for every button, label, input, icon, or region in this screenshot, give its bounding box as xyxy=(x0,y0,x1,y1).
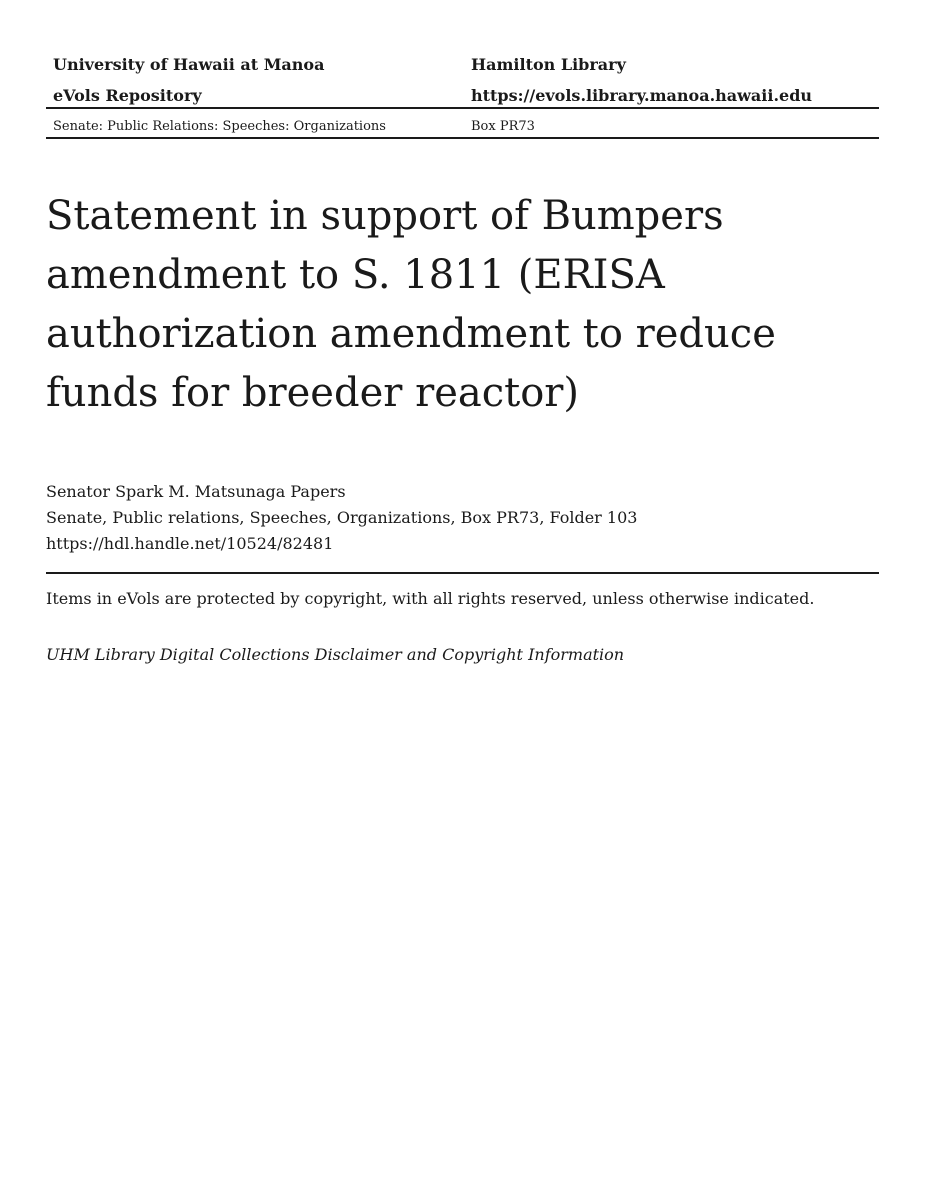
document-metadata xyxy=(46,479,879,557)
cover-page xyxy=(46,0,879,1200)
document-title: Statement in support of Bumpers amendment to S. 1811 (ERISA authorization amendment to reduce funds for breeder reactor) xyxy=(46,193,776,416)
disclaimer-link[interactable]: UHM Library Digital Collections Disclaimer and Copyright Information xyxy=(46,645,625,664)
library-name: Hamilton Library xyxy=(471,55,626,74)
folder-location: Senate, Public relations, Speeches, Organizations, Box PR73, Folder 103 xyxy=(46,508,638,527)
header-row-2 xyxy=(46,83,879,114)
institution-name: University of Hawaii at Manoa xyxy=(53,55,325,74)
copyright-notice: Items in eVols are protected by copyright, with all rights reserved, unless otherwise indicated. xyxy=(46,589,815,608)
header-divider-bottom xyxy=(46,137,879,139)
collection-row xyxy=(46,116,879,138)
repository-url[interactable]: https://evols.library.manoa.hawaii.edu xyxy=(471,86,813,105)
collection-path: Senate: Public Relations: Speeches: Organizations xyxy=(53,119,386,134)
header-divider-top xyxy=(46,107,879,109)
handle-link[interactable]: https://hdl.handle.net/10524/82481 xyxy=(46,534,334,553)
header-row-1 xyxy=(46,52,879,83)
header xyxy=(46,52,879,114)
footer-divider xyxy=(46,572,879,574)
box-label: Box PR73 xyxy=(471,119,535,134)
collection-name: Senator Spark M. Matsunaga Papers xyxy=(46,482,346,501)
repository-name: eVols Repository xyxy=(53,86,202,105)
